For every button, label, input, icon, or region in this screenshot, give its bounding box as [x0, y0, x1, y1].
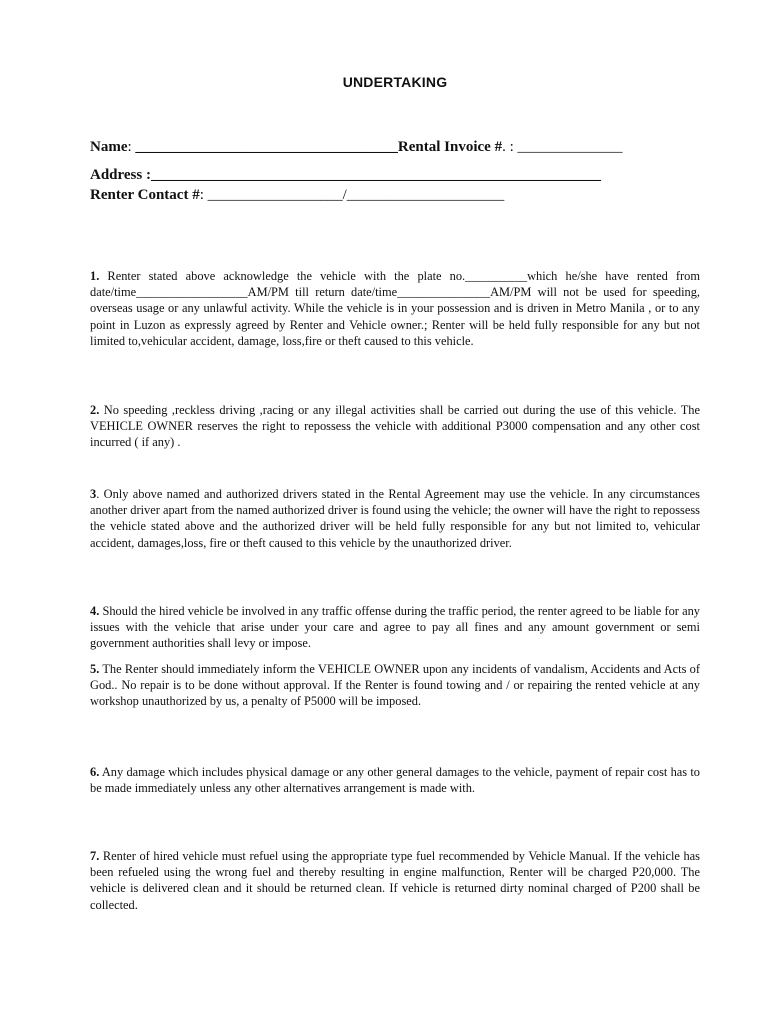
contact-line — [90, 186, 504, 204]
invoice-colon: . : — [502, 139, 518, 155]
clause-text: Any damage which includes physical damage or any other general damages to the vehicle, payment of repair cost has to be made immediately unless any other alternatives arrangement is made with. — [90, 765, 700, 796]
clause-number: 3 — [90, 487, 97, 501]
name-invoice-line — [90, 138, 623, 156]
document-title: UNDERTAKING — [342, 74, 448, 90]
clause-1 — [90, 268, 700, 349]
address-line — [90, 166, 601, 184]
address-blank: ____________________________________________________________ — [150, 167, 601, 183]
clause-4 — [90, 603, 700, 652]
name-label: Name — [90, 139, 128, 155]
name-blank: ___________________________________ — [135, 139, 398, 155]
invoice-label: Rental Invoice # — [397, 139, 503, 155]
clause-text: Should the hired vehicle be involved in any traffic offense during the traffic period, the renter agreed to be liable for any issues with the vehicle that arise under your care and agree to pay all fines and any amount government or semi government authorities shall levy or impose. — [90, 604, 700, 651]
clause-text: . Only above named and authorized drivers stated in the Rental Agreement may use the vehicle. In any circumstances another driver apart from the named authorized driver is found using the vehicle; the owner will have the right to repossess the vehicle stated above and the authorized driver will be held fully responsible for any but not limited to, vehicular accident, damages,loss, fire or theft caused to this vehicle by the unauthorized driver. — [90, 487, 700, 550]
clause-7 — [90, 848, 700, 913]
clause-number: 2. — [90, 403, 100, 417]
clause-text: Renter of hired vehicle must refuel using the appropriate type fuel recommended by Vehicle Manual. If the vehicle has been refueled using the wrong fuel and thereby resulting in engine malfunction, Renter will be charged P20,000. The vehicle is delivered clean and it should be returned clean. If vehicle is returned dirty nominal charged of P200 shall be collected. — [90, 849, 700, 912]
clause-text: Renter stated above acknowledge the vehicle with the plate no.__________which he/she have rented from date/time__________________AM/PM till return date/time_______________AM/PM will not be used for speeding, overseas usage or any unlawful activity. While the vehicle is in your possession and is driven in Metro Manila , or to any point in Luzon as expressly agreed by Renter and Vehicle owner.; Renter will be held fully responsible for any but not limited to,vehicular accident, damage, loss,fire or theft caused to this vehicle. — [90, 269, 700, 348]
invoice-blank: ______________ — [517, 139, 623, 155]
name-colon: : — [127, 139, 136, 155]
clause-number: 7. — [90, 849, 100, 863]
clause-text: No speeding ,reckless driving ,racing or any illegal activities shall be carried out during the use of this vehicle. The VEHICLE OWNER reserves the right to repossess the vehicle with additional P3000 compensation and any other cost incurred ( if any) . — [90, 403, 700, 450]
clause-number: 6. — [90, 765, 100, 779]
clause-text: The Renter should immediately inform the VEHICLE OWNER upon any incidents of vandalism, Accidents and Acts of God.. No repair is to be done without approval. If the Renter is found towing and / or repairing the rented vehicle at any workshop unauthorized by us, a penalty of P5000 will be imposed. — [90, 662, 700, 709]
clause-3 — [90, 486, 700, 551]
clause-number: 4. — [90, 604, 100, 618]
contact-colon: : — [199, 187, 208, 203]
clause-2 — [90, 402, 700, 451]
contact-blank: __________________/_____________________ — [207, 187, 505, 203]
clause-number: 5. — [90, 662, 100, 676]
clause-number: 1. — [90, 269, 100, 283]
address-label: Address : — [90, 167, 151, 183]
clause-5 — [90, 661, 700, 710]
contact-label: Renter Contact # — [90, 187, 200, 203]
clause-6 — [90, 764, 700, 796]
